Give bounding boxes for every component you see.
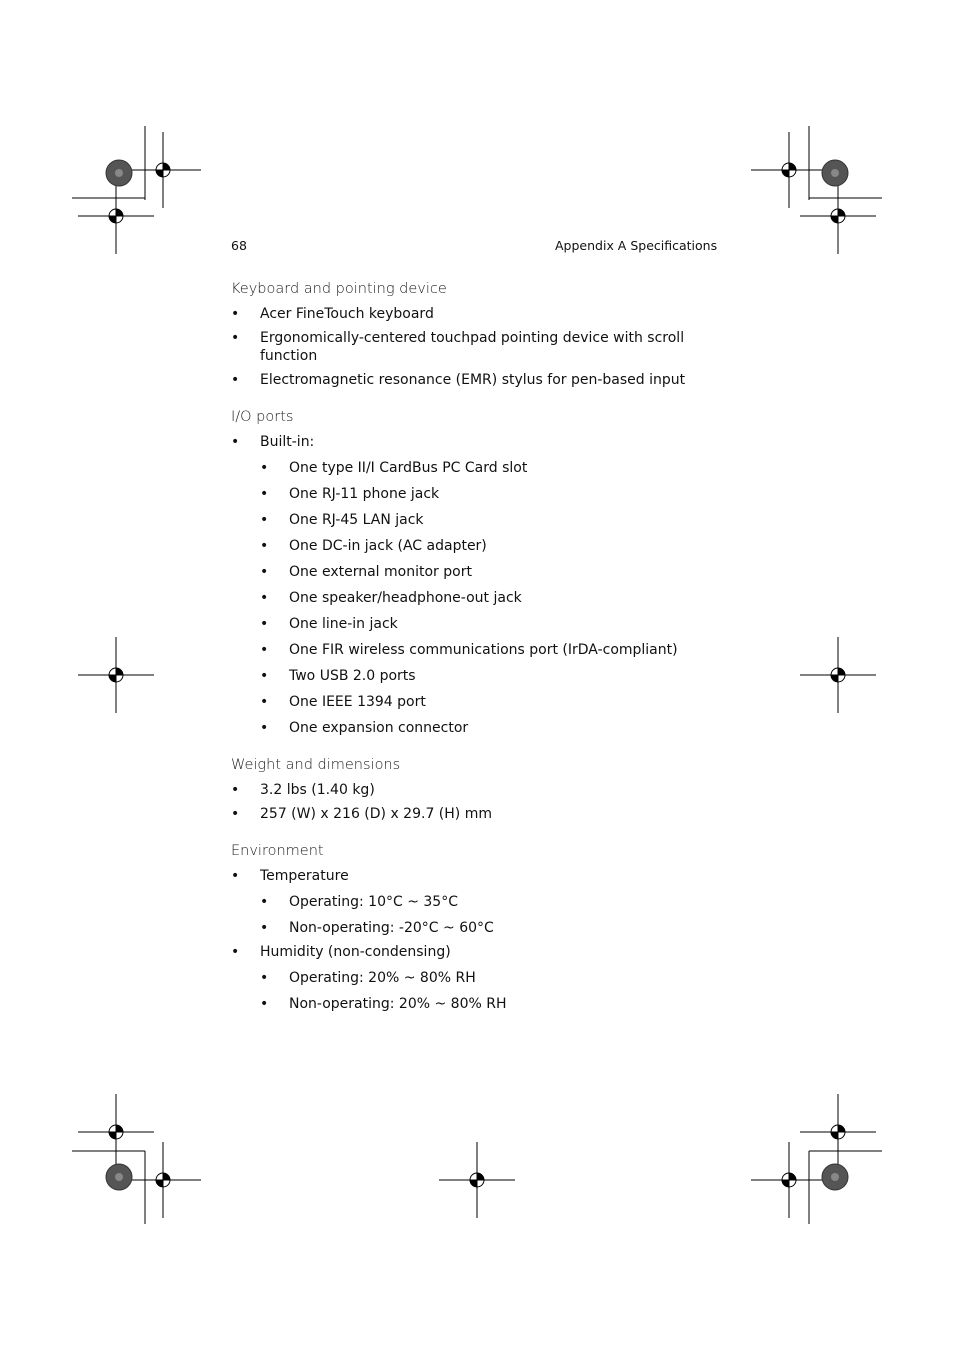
sub-list-item: [260, 693, 711, 711]
bullet-icon: •: [260, 590, 269, 606]
list-item-text: Humidity (non-condensing): [260, 944, 451, 960]
section-heading: Weight and dimensions: [231, 757, 401, 773]
bullet-icon: •: [260, 694, 269, 710]
sub-list: [260, 893, 711, 937]
sub-list-item: [260, 719, 711, 737]
bullet-icon: •: [231, 868, 240, 884]
bullet-icon: •: [260, 642, 269, 658]
bullet-icon: •: [260, 512, 269, 528]
sub-list-item-text: One RJ-11 phone jack: [289, 486, 440, 502]
list-item-text: Acer FineTouch keyboard: [260, 306, 434, 322]
registration-mark-icon: [78, 637, 154, 713]
list-item: [231, 329, 711, 365]
sub-list-item: [260, 667, 711, 685]
list-item-text: Built-in:: [260, 434, 315, 450]
sub-list-item: [260, 615, 711, 633]
sub-list-item-text: One speaker/headphone-out jack: [289, 590, 522, 606]
list-item: [231, 805, 711, 823]
list-item-text: Temperature: [260, 868, 349, 884]
registration-mark-icon: [751, 1142, 827, 1218]
sub-list-item: [260, 919, 711, 937]
list-item: [231, 305, 711, 323]
list-item-text: Electromagnetic resonance (EMR) stylus for pen-based input: [260, 372, 686, 388]
color-star-icon: [106, 1164, 132, 1190]
registration-mark-icon: [439, 1142, 515, 1218]
bullet-icon: •: [260, 668, 269, 684]
bullet-icon: •: [260, 920, 269, 936]
registration-mark-icon: [125, 1142, 201, 1218]
registration-mark-icon: [800, 1094, 876, 1170]
list-item: [231, 781, 711, 799]
bullet-icon: •: [260, 538, 269, 554]
bullet-icon: •: [231, 372, 240, 388]
registration-mark-icon: [78, 178, 154, 254]
sub-list-item: [260, 893, 711, 911]
spec-list: [231, 781, 711, 823]
sub-list-item-text: Operating: 10°C ~ 35°C: [289, 894, 458, 910]
section-environment: [231, 841, 711, 1013]
page-number: 68: [231, 238, 247, 253]
section-heading: Keyboard and pointing device: [231, 281, 447, 297]
bullet-icon: •: [260, 720, 269, 736]
sub-list-item-text: One IEEE 1394 port: [289, 694, 426, 710]
sub-list-item: [260, 485, 711, 503]
bullet-icon: •: [231, 330, 240, 346]
spec-list: [231, 305, 711, 389]
bullet-icon: •: [231, 806, 240, 822]
list-item-text: 257 (W) x 216 (D) x 29.7 (H) mm: [260, 806, 492, 822]
list-item: [231, 867, 711, 937]
section-io-ports: [231, 407, 711, 737]
sub-list-item: [260, 995, 711, 1013]
bullet-icon: •: [260, 616, 269, 632]
section-heading: I/O ports: [231, 409, 294, 425]
list-item: [231, 433, 711, 737]
sub-list: [231, 459, 711, 737]
color-star-icon: [106, 160, 132, 186]
bullet-icon: •: [260, 564, 269, 580]
section-keyboard: [231, 279, 711, 389]
registration-mark-icon: [751, 132, 827, 208]
bullet-icon: •: [231, 782, 240, 798]
spec-list: [231, 867, 711, 1013]
color-star-icon: [822, 160, 848, 186]
sub-list-item-text: One expansion connector: [289, 720, 469, 736]
sub-list-item: [260, 589, 711, 607]
sub-list-item-text: One type II/I CardBus PC Card slot: [289, 460, 528, 476]
sub-list: [260, 969, 711, 1013]
bullet-icon: •: [231, 944, 240, 960]
sub-list-item-text: One FIR wireless communications port (IrDA-compliant): [289, 642, 678, 658]
sub-list-item-text: Two USB 2.0 ports: [289, 668, 416, 684]
sub-list-item-text: Non-operating: 20% ~ 80% RH: [289, 996, 507, 1012]
sub-list-item-text: Operating: 20% ~ 80% RH: [289, 970, 476, 986]
registration-mark-icon: [78, 1094, 154, 1170]
bullet-icon: •: [260, 894, 269, 910]
sub-list-item: [260, 511, 711, 529]
sub-list-item: [260, 459, 711, 477]
registration-mark-icon: [800, 637, 876, 713]
sub-list-item: [260, 563, 711, 581]
sub-list-item-text: One DC-in jack (AC adapter): [289, 538, 487, 554]
color-star-icon: [822, 1164, 848, 1190]
sub-list-item: [260, 969, 711, 987]
registration-mark-icon: [125, 132, 201, 208]
spec-content: [231, 279, 711, 1031]
list-item-text: Ergonomically-centered touchpad pointing device with scroll function: [260, 330, 685, 364]
bullet-icon: •: [231, 306, 240, 322]
section-heading: Environment: [231, 843, 324, 859]
bullet-icon: •: [260, 460, 269, 476]
bullet-icon: •: [231, 434, 240, 450]
sub-list-item: [260, 641, 711, 659]
sub-list-item-text: Non-operating: -20°C ~ 60°C: [289, 920, 494, 936]
bullet-icon: •: [260, 970, 269, 986]
section-weight-dimensions: [231, 755, 711, 823]
bullet-icon: •: [260, 996, 269, 1012]
spec-list: [231, 433, 711, 737]
sub-list-item: [260, 537, 711, 555]
sub-list-item-text: One RJ-45 LAN jack: [289, 512, 424, 528]
running-header: Appendix A Specifications: [555, 238, 718, 253]
sub-list-item-text: One external monitor port: [289, 564, 472, 580]
list-item: [231, 371, 711, 389]
list-item: [231, 943, 711, 1013]
list-item-text: 3.2 lbs (1.40 kg): [260, 782, 375, 798]
registration-mark-icon: [800, 178, 876, 254]
bullet-icon: •: [260, 486, 269, 502]
sub-list-item-text: One line-in jack: [289, 616, 398, 632]
